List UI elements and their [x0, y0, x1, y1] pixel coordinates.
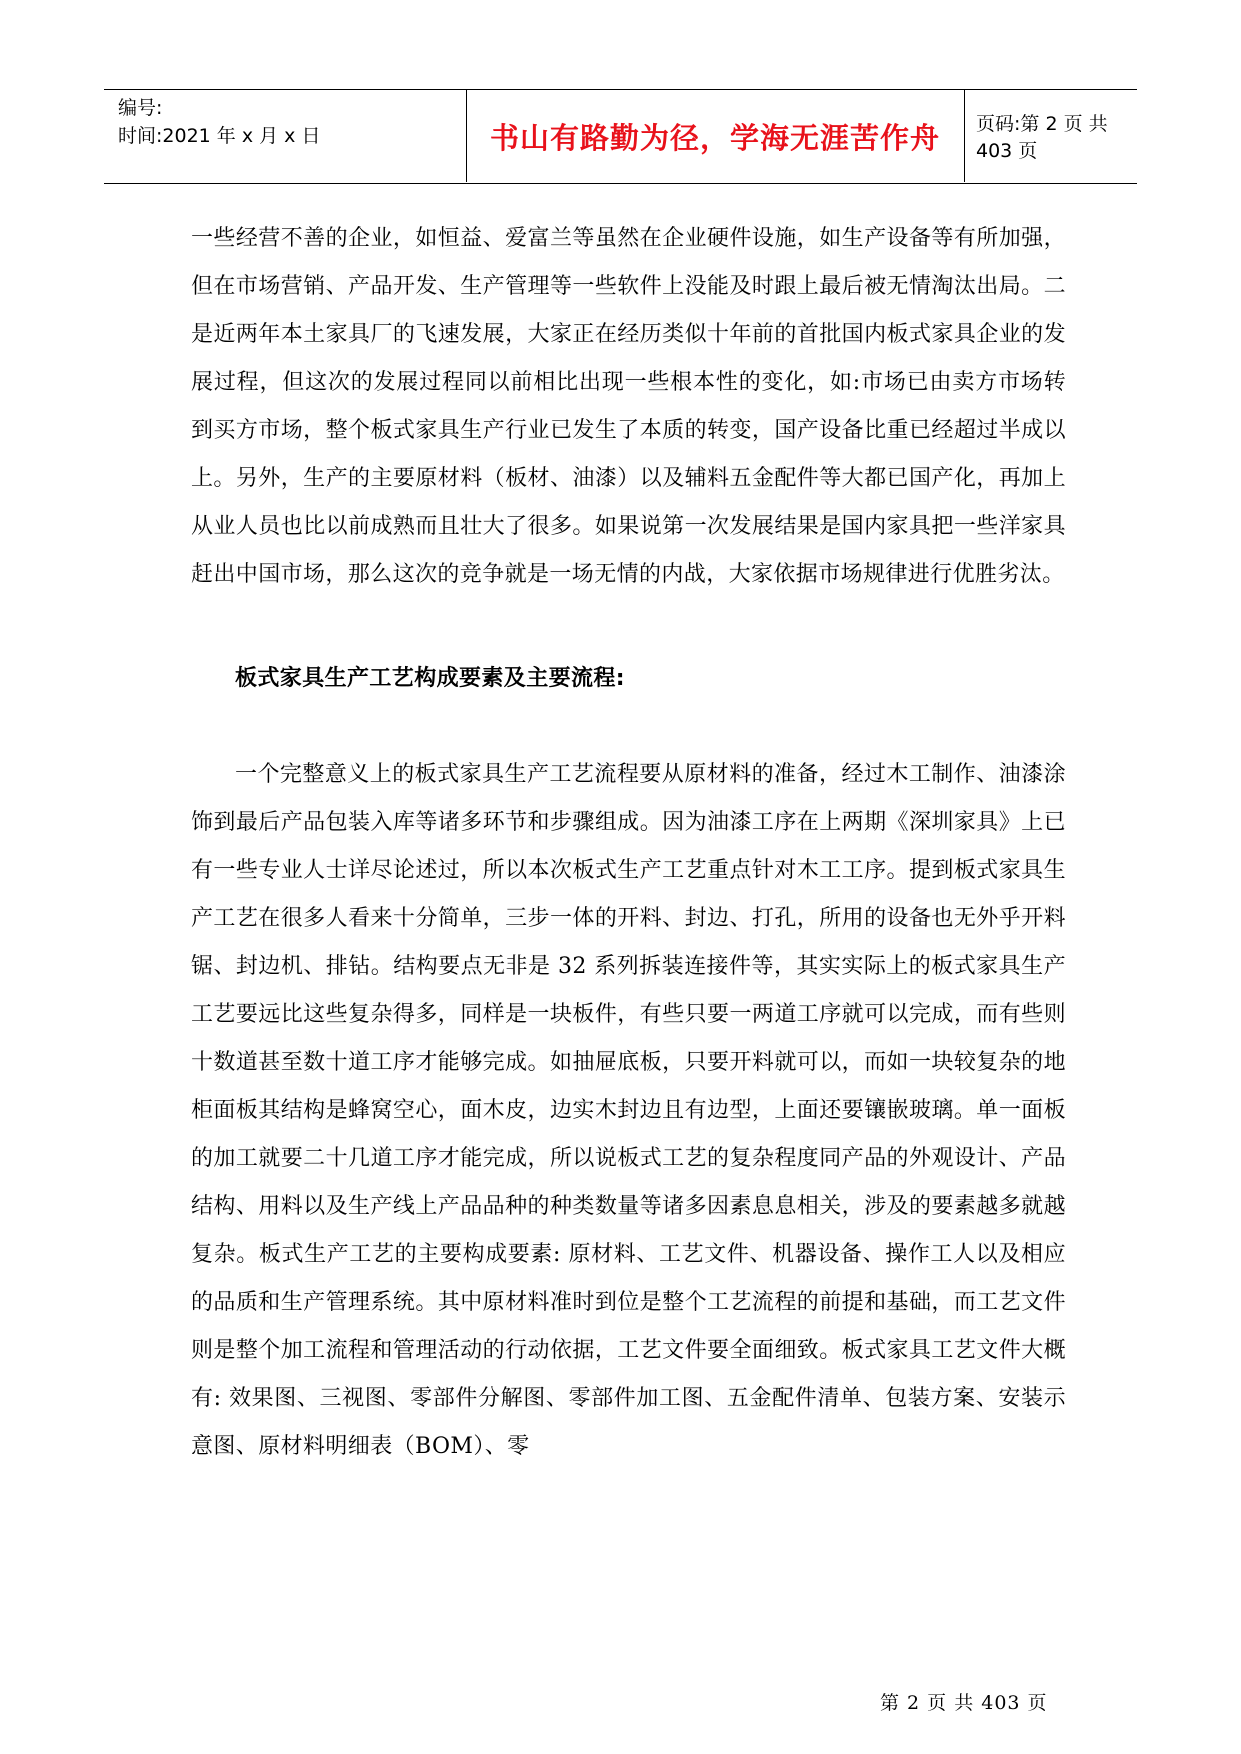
document-time-label: 时间:2021 年 x 月 x 日	[118, 125, 321, 147]
document-body	[191, 215, 1066, 1471]
section-heading: 板式家具生产工艺构成要素及主要流程:	[235, 666, 625, 691]
header-meta	[118, 94, 468, 150]
header-divider	[964, 90, 965, 182]
document-number-label: 编号:	[118, 97, 163, 119]
header-page-code: 页码:第 2 页 共 403 页	[976, 113, 1108, 162]
header-divider	[466, 90, 467, 182]
header-motto: 书山有路勤为径，学海无涯苦作舟	[489, 120, 940, 155]
page-footer: 第 2 页 共 403 页	[880, 1692, 1048, 1714]
body-paragraph: 一个完整意义上的板式家具生产工艺流程要从原材料的准备，经过木工制作、油漆涂饰到最后产品包装入库等诸多环节和步骤组成。因为油漆工序在上两期《深圳家具》上已有一些专业人士详尽论述过，所以本次板式生产工艺重点针对木工工序。提到板式家具生产工艺在很多人看来十分简单，三步一体的开料、封边、打孔，所用的设备也无外乎开料锯、封边机、排钻。结构要点无非是 32 系列拆装连接件等，其实实际上的板式家具生产工艺要远比这些复杂得多，同样是一块板件，有些只要一两道工序就可以完成，而有些则十数道甚至数十道工序才能够完成。如抽屉底板，只要开料就可以，而如一块较复杂的地柜面板其结构是蜂窝空心，面木皮，边实木封边且有边型，上面还要镶嵌玻璃。单一面板的加工就要二十几道工序才能完成，所以说板式工艺的复杂程度同产品的外观设计、产品结构、用料以及生产线上产品品种的种类数量等诸多因素息息相关，涉及的要素越多就越复杂。板式生产工艺的主要构成要素: 原材料、工艺文件、机器设备、操作工人以及相应的品质和生产管理系统。其中原材料准时到位是整个工艺流程的前提和基础，而工艺文件则是整个加工流程和管理活动的行动依据，工艺文件要全面细致。板式家具工艺文件大概有: 效果图、三视图、零部件分解图、零部件加工图、五金配件清单、包装方案、安装示意图、原材料明细表（BOM）、零	[191, 762, 1066, 1459]
page-header	[104, 89, 1137, 184]
body-paragraph: 一些经营不善的企业，如恒益、爱富兰等虽然在企业硬件设施，如生产设备等有所加强，但在市场营销、产品开发、生产管理等一些软件上没能及时跟上最后被无情淘汰出局。二是近两年本土家具厂的飞速发展，大家正在经历类似十年前的首批国内板式家具企业的发展过程，但这次的发展过程同以前相比出现一些根本性的变化，如:市场已由卖方市场转到买方市场，整个板式家具生产行业已发生了本质的转变，国产设备比重已经超过半成以上。另外，生产的主要原材料（板材、油漆）以及辅料五金配件等大都已国产化，再加上从业人员也比以前成熟而且壮大了很多。如果说第一次发展结果是国内家具把一些洋家具赶出中国市场，那么这次的竞争就是一场无情的内战，大家依据市场规律进行优胜劣汰。	[191, 226, 1066, 587]
